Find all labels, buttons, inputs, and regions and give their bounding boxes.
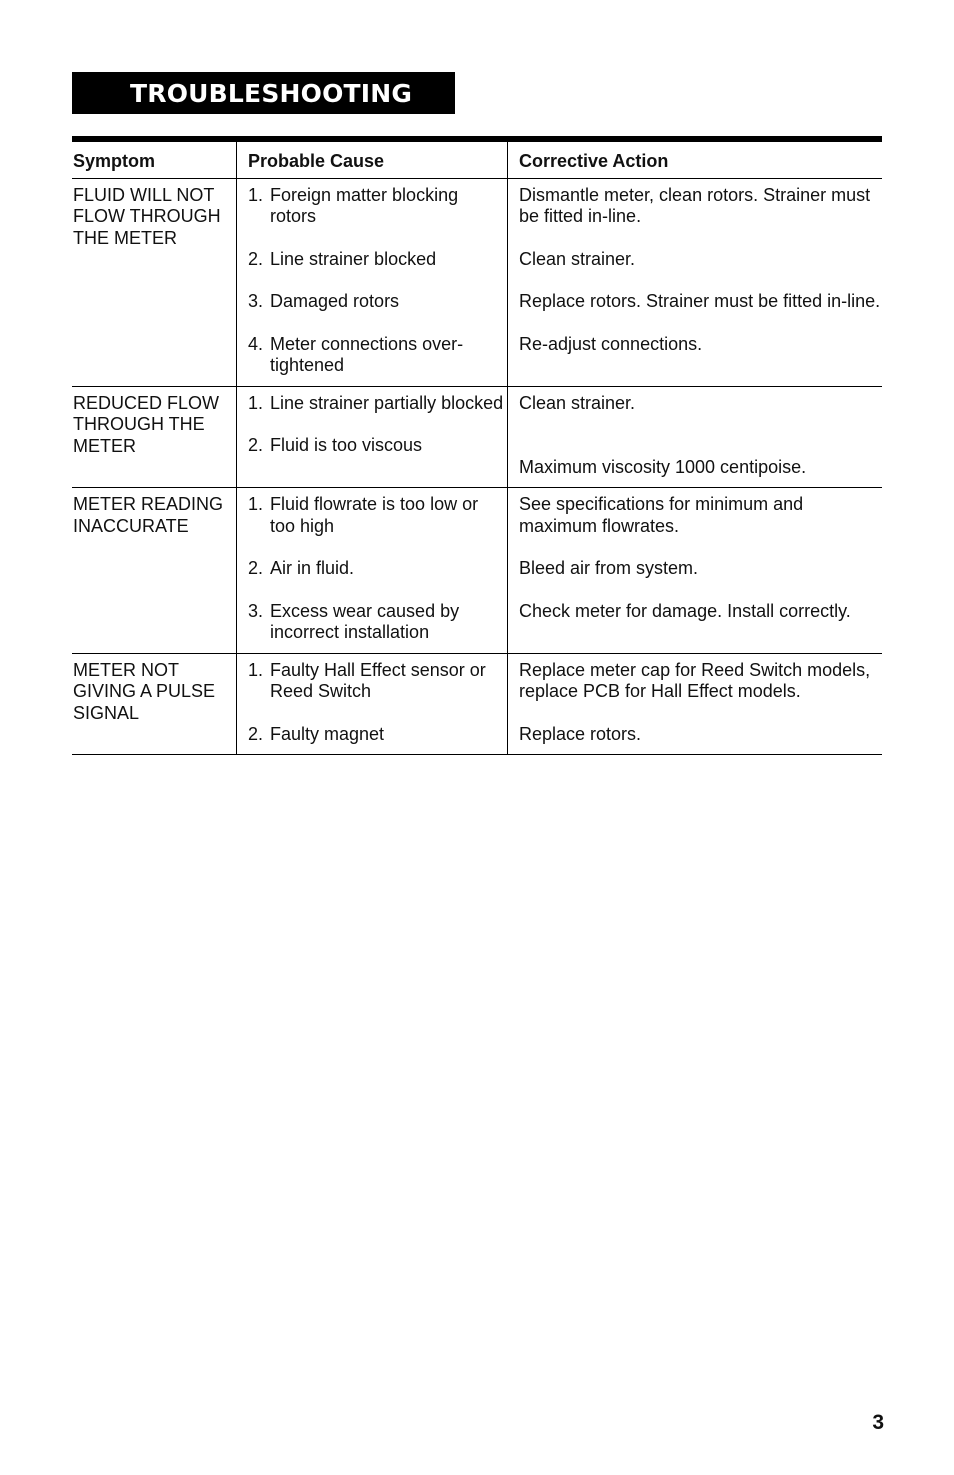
cause-text: Foreign matter blocking rotors — [270, 184, 459, 226]
action-cell — [508, 653, 883, 755]
action-item: Dismantle meter, clean rotors. Strainer must be fitted in-line. — [519, 184, 871, 226]
table-row — [72, 653, 882, 755]
page-title: TROUBLESHOOTING — [130, 78, 413, 108]
symptom-cell: REDUCED FLOW THROUGH THE METER — [72, 386, 237, 488]
cause-cell — [237, 488, 508, 654]
table-header-row — [72, 139, 882, 178]
section-title-bar — [72, 72, 455, 114]
table-row — [72, 386, 882, 488]
action-item: Bleed air from system. — [519, 558, 699, 578]
action-item: Re-adjust connections. — [519, 333, 703, 354]
cause-item — [248, 249, 507, 271]
symptom-cell: METER NOT GIVING A PULSE SIGNAL — [72, 653, 237, 755]
cause-text: Air in fluid. — [270, 558, 355, 578]
cause-text: Faulty magnet — [270, 723, 385, 744]
cause-text: Damaged rotors — [270, 291, 400, 311]
cause-item — [248, 291, 507, 313]
cause-text: Fluid flowrate is too low or too high — [270, 494, 479, 536]
action-item: Replace rotors. Strainer must be fitted in-line. — [519, 291, 881, 311]
cause-text: Line strainer partially blocked — [270, 392, 504, 413]
cause-text: Line strainer blocked — [270, 248, 437, 269]
cause-item — [248, 494, 507, 537]
cause-number: 1. — [248, 184, 264, 205]
page-number: 3 — [872, 1411, 884, 1434]
action-cell — [508, 178, 883, 386]
cause-item — [248, 660, 507, 703]
action-item: Check meter for damage. Install correctly. — [519, 600, 851, 621]
symptom-cell: FLUID WILL NOT FLOW THROUGH THE METER — [72, 178, 237, 386]
table-row — [72, 488, 882, 654]
cause-number: 2. — [248, 558, 264, 578]
action-cell — [508, 488, 883, 654]
action-item: Maximum viscosity 1000 centipoise. — [519, 456, 807, 477]
header-symptom: Symptom — [72, 139, 237, 178]
cause-item — [248, 435, 507, 457]
action-item: See specifications for minimum and maximum flowrates. — [519, 494, 804, 536]
symptom-cell: METER READING INACCURATE — [72, 488, 237, 654]
cause-number: 3. — [248, 291, 264, 311]
cause-number: 3. — [248, 600, 264, 621]
header-probable-cause: Probable Cause — [237, 139, 508, 178]
action-item: Replace meter cap for Reed Switch models, replace PCB for Hall Effect models. — [519, 659, 871, 701]
cause-number: 2. — [248, 435, 264, 455]
troubleshooting-table — [72, 136, 882, 755]
cause-cell — [237, 178, 508, 386]
action-item: Clean strainer. — [519, 392, 636, 413]
cause-cell — [237, 653, 508, 755]
cause-cell — [237, 386, 508, 488]
action-item: Replace rotors. — [519, 723, 642, 744]
cause-item — [248, 724, 507, 746]
cause-text: Meter connections over-tightened — [270, 333, 464, 375]
cause-number: 4. — [248, 333, 264, 354]
cause-text: Excess wear caused by incorrect installation — [270, 600, 460, 642]
cause-item — [248, 558, 507, 580]
cause-number: 1. — [248, 494, 264, 514]
cause-item — [248, 601, 507, 644]
table-row — [72, 178, 882, 386]
cause-item — [248, 334, 507, 377]
cause-item — [248, 393, 507, 415]
cause-item — [248, 185, 507, 228]
cause-number: 2. — [248, 248, 264, 269]
cause-number: 2. — [248, 723, 264, 744]
action-cell — [508, 386, 883, 488]
cause-text: Faulty Hall Effect sensor or Reed Switch — [270, 659, 486, 701]
cause-text: Fluid is too viscous — [270, 435, 423, 455]
cause-number: 1. — [248, 659, 264, 680]
action-item: Clean strainer. — [519, 248, 636, 269]
cause-number: 1. — [248, 392, 264, 413]
header-corrective-action: Corrective Action — [508, 139, 883, 178]
